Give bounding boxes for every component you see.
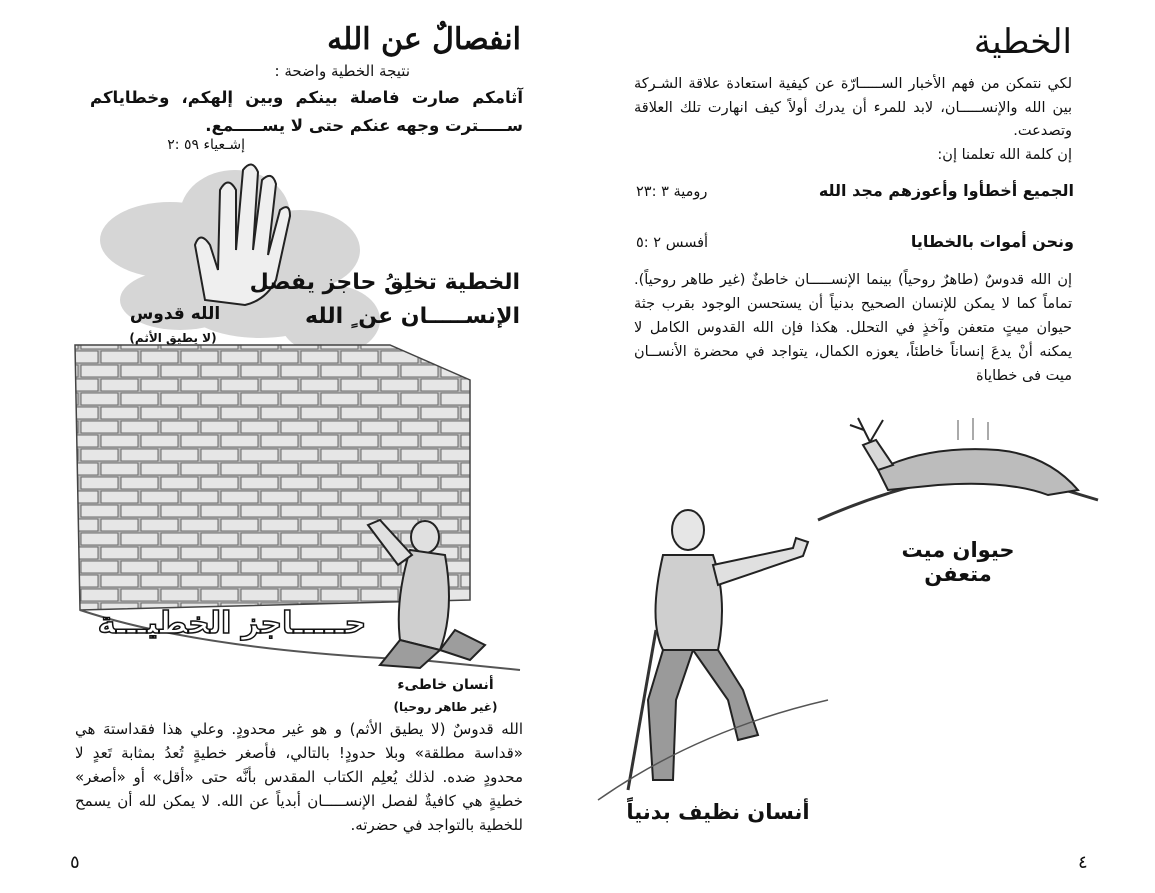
verse-reference: رومية ٣ :٢٣ bbox=[636, 184, 708, 200]
right-body-text: إن الله قدوسٌ (طاهرٌ روحياً) بينما الإنســـــان خاطئٌ (غير طاهر روحياً). تماماً كما لا يمكن للإنسان الصحيح بدنياً أن يستحسن الوجود بقرب جثة حيوان ميتٍ متعفن وآخذٍ في التحلل. هكذا فإن الله القدوس الكامل لا يمكنه أنْ يدعَ إنساناً خاطئاً، يعوزه الكمال، يتواجد في محضرة الأنســان ميت فى خطاياة bbox=[634, 272, 1072, 384]
right-page bbox=[578, 0, 1155, 893]
god-label: الله قدوس bbox=[129, 304, 221, 324]
verse-text: ونحن أموات بالخطايا bbox=[910, 232, 1074, 251]
page-number-right: ٤ bbox=[1078, 852, 1088, 873]
god-sublabel: (لا يطيق الأثم) bbox=[129, 331, 217, 345]
healthy-man-caption: أنسان نظيف بدنياً bbox=[626, 800, 810, 824]
healthy-man-illustration bbox=[578, 0, 1155, 893]
intro-paragraph: لكي نتمكن من فهم الأخبار الســـــارّة عن كيفية استعادة علاقة الشـركة بين الله والإنســـــان، لابد للمرء أن يدرك أولاً كيف انهارت تلك العلاقة وتصدعت. bbox=[634, 76, 1072, 139]
sinful-man-sublabel: (غير طاهر روحيا) bbox=[393, 700, 498, 714]
page-title: الخطية bbox=[973, 22, 1072, 62]
scripture-reference: إشـعياء ٥٩ :٢ bbox=[167, 137, 245, 153]
verse-reference: أفسس ٢ :٥ bbox=[636, 235, 709, 251]
page-title: انفصالٌ عن الله bbox=[327, 22, 521, 57]
page-number-left: ٥ bbox=[70, 852, 80, 873]
sin-barrier-label: حـــــاجز الخطيـــة bbox=[97, 606, 367, 641]
dead-animal-caption: حيوان ميت متعفن bbox=[901, 538, 1015, 586]
barrier-headline-line2: الإنســـــان عن ٍ الله bbox=[305, 304, 520, 329]
scripture-verse: آثامكم صارت فاصلة بينكم وبين إلهكم، وخطاياكم ســـــترت وجهه عنكم حتى لا يســـــمع. bbox=[90, 88, 523, 135]
intro-lead: إن كلمة الله تعلمنا إن: bbox=[937, 146, 1072, 163]
left-body-text: الله قدوسٌ (لا يطيق الأثم) و هو غير محدودٍ. وعلي هذا فقداستهَ هي «قداسة مطلقة» وبلا حدودٍ! بالتالي، فأصغر خطيةٍ تُعدُ بمثابة تَعدٍ لا محدودٍ ضده. لذلك يُعلِم الكتاب المقدس بأنَّه حتى «أقل» أو «أصغر» خطيةٍ هي كافيةٌ لفصل الإنســـــان أبدياً عن الله. لا يمكن لله أن يسمح للخطية بالتواجد في حضرته. bbox=[75, 720, 523, 834]
verse-text: الجميع أخطأوا وأعوزهم مجد الله bbox=[818, 181, 1074, 200]
sinful-man-label: أنسان خاطىء bbox=[397, 677, 494, 693]
page-subtitle: نتيجة الخطية واضحة : bbox=[274, 62, 410, 80]
barrier-headline-line1: الخطية تخلِقُ حاجز يفصل bbox=[249, 270, 520, 295]
